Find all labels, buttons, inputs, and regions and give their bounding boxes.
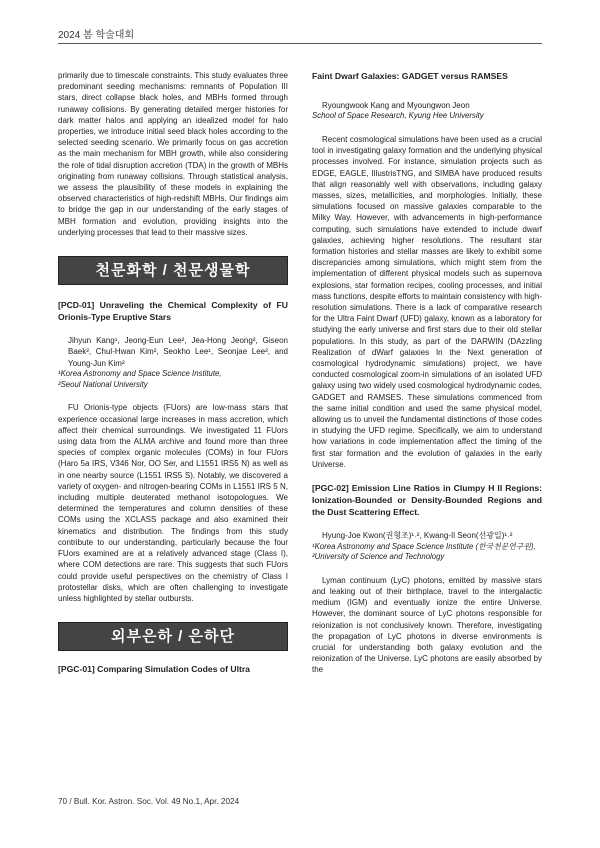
pcd01-authors: Jihyun Kang¹, Jeong-Eun Lee², Jea-Hong Jeong², Giseon Baek², Chul-Hwan Kim², Seokho Lee¹, Seonjae Lee², and Young-Jun Kim² [68, 336, 288, 368]
running-header: 2024 봄 학술대회 [58, 30, 135, 41]
pgc02-affiliation-2: ²University of Science and Technology [312, 552, 445, 562]
pgc01-title: [PGC-01] Comparing Simulation Codes of Ultra [58, 664, 250, 675]
right-column [312, 70, 542, 676]
pgc01-authors: Ryoungwook Kang and Myoungwon Jeon [322, 101, 470, 110]
pgc01-affiliation: School of Space Research, Kyung Hee University [312, 111, 484, 121]
header-rule [58, 43, 542, 44]
section-banner-extragalactic: 외부은하 / 은하단 [58, 622, 288, 651]
pgc01-abstract: Recent cosmological simulations have been used as a crucial tool in investigating galaxy formation and the underlying physical processes involved. For instance, simulation projects such as EDGE, EAGLE, IllustrisTNG, and SIMBA have produced results that align reasonably well with observations, including galaxy masses, sizes, metallicities, and morphologies. Initially, these simulations focused on massive galaxies comparable to the Milky Way. However, with advancements in high-performance computing, such simulations have extended to include dwarf galaxies, achieving higher resolutions. The resultant star formation histories and stellar masses are likely to exhibit some discrepancies among simulations, which might stem from the implementation of different physical models such as supernova explosions, star formation recipes, cooling processes, and initial mass functions, despite efforts to maintain consistency with high-resolution simulations. There is a lack of comparative research for the Ultra Faint Dwarf (UFD) galaxy, known as a laboratory for studying the early universe and first stars due to their old stellar populations. In this study, as part of the DARWIN (DAzzling Realization of dWarf galaxies In the Next generation of cosmological hydrodynamic simulations) project, we have conducted cosmological zoom-in simulations of an isolated UFD galaxy using two widely used cosmological hydrodynamic codes, GADGET and RAMSES. These simulations commenced from the same initial condition and used the same physical model, allowing us to unveil the fundamental distinctions of those codes in studying the UFD regime. Specifically, we aim to understand how variations in code implementation affect the timing of the first star formation and the evolution of galaxies in the early Universe. [312, 135, 542, 469]
pgc02-authors: Hyung-Joe Kwon(권형조)¹˒², Kwang-Il Seon(선광일)¹˒² [322, 531, 513, 541]
pgc02-affiliation-1: ¹Korea Astronomy and Space Science Institute (한국천문연구원), [312, 541, 536, 551]
pcd01-title: [PCD-01] Unraveling the Chemical Complexity of FU Orionis-Type Eruptive Stars [58, 300, 288, 323]
pgc02-abstract: Lyman continuum (LyC) photons, emitted by massive stars and leaking out of their birthplace, travel to the intergalactic medium (IGM) and eventually ionize the entire Universe. However, the dominant source of LyC photons responsible for reionization is not conclusively known. Therefore, investigating the propagation of LyC photons in diverse environments is crucial for understanding both galaxy evolution and the reionization of the Universe. LyC photons are easily absorbed by the [312, 575, 542, 675]
intro-paragraph: primarily due to timescale constraints. This study evaluates three predominant seeding mechanisms: remnants of Population III stars, direct collapse black holes, and MBHs formed through runaway collisions. By generating detailed merger histories for dark matter halos and applying an idealized model for halo properties, we introduce initial seed black holes according to the selected seeding scenario. We primarily focus on gas accretion as the main mechanism for MBH growth, while also considering the role of tidal disruption accretion (TDA) in the growth of MBHs originating from runaway collisions. Through statistical analysis, we assess the plausibility of these models in explaining the observed characteristics of high-redshift MBHs. Our findings aim to bridge the gap in our understanding of the early stages of MBH formation and evolution, providing insights into the underlying processes that lead to their massive sizes. [58, 71, 288, 237]
left-column [58, 70, 288, 675]
page-footer: 70 / Bull. Kor. Astron. Soc. Vol. 49 No.1, Apr. 2024 [58, 797, 240, 806]
pgc01-title-continued: Faint Dwarf Galaxies: GADGET versus RAMSES [312, 71, 508, 81]
pcd01-affiliation-1: ¹Korea Astronomy and Space Science Institute, [58, 369, 222, 379]
section-banner-astrochemistry: 천문화학 / 천문생물학 [58, 256, 288, 285]
pcd01-affiliation-2: ²Seoul National University [58, 379, 148, 389]
pgc02-title: [PGC-02] Emission Line Ratios in Clumpy H II Regions: Ionization-Bounded or Density-Bounded Regions and the Dust Scattering Effect. [312, 483, 542, 518]
pcd01-abstract: FU Orionis-type objects (FUors) are low-mass stars that experience occasional large increases in mass accretion, which affect their chemical surroundings. We investigated 11 FUors using data from the ALMA archive and found more than three species of complex organic molecules (COMs) in four FUors (Haro 5a IRS, V346 Nor, OO Ser, and L1551 IRS5 N) as well as in one nearby source (L1551 IRS5 S). Notably, we discovered a variety of oxygen- and nitrogen-bearing COMs in L1551 IRS 5 N, including multiple deuterated methanol isotopologues. We determined the temperatures and column densities of these COMs using the XCLASS package and also examined their kinematics and distribution. The findings from this study contribute to our understanding, particularly because the four FUors examined are at a relatively advanced stage (Class I), where COM detections are rare. This suggests that such FUors could provide useful perspectives on the chemistry of Class I protostellar disks, which are often challenging to investigate unless highlighted by stellar outbursts. [58, 403, 288, 603]
